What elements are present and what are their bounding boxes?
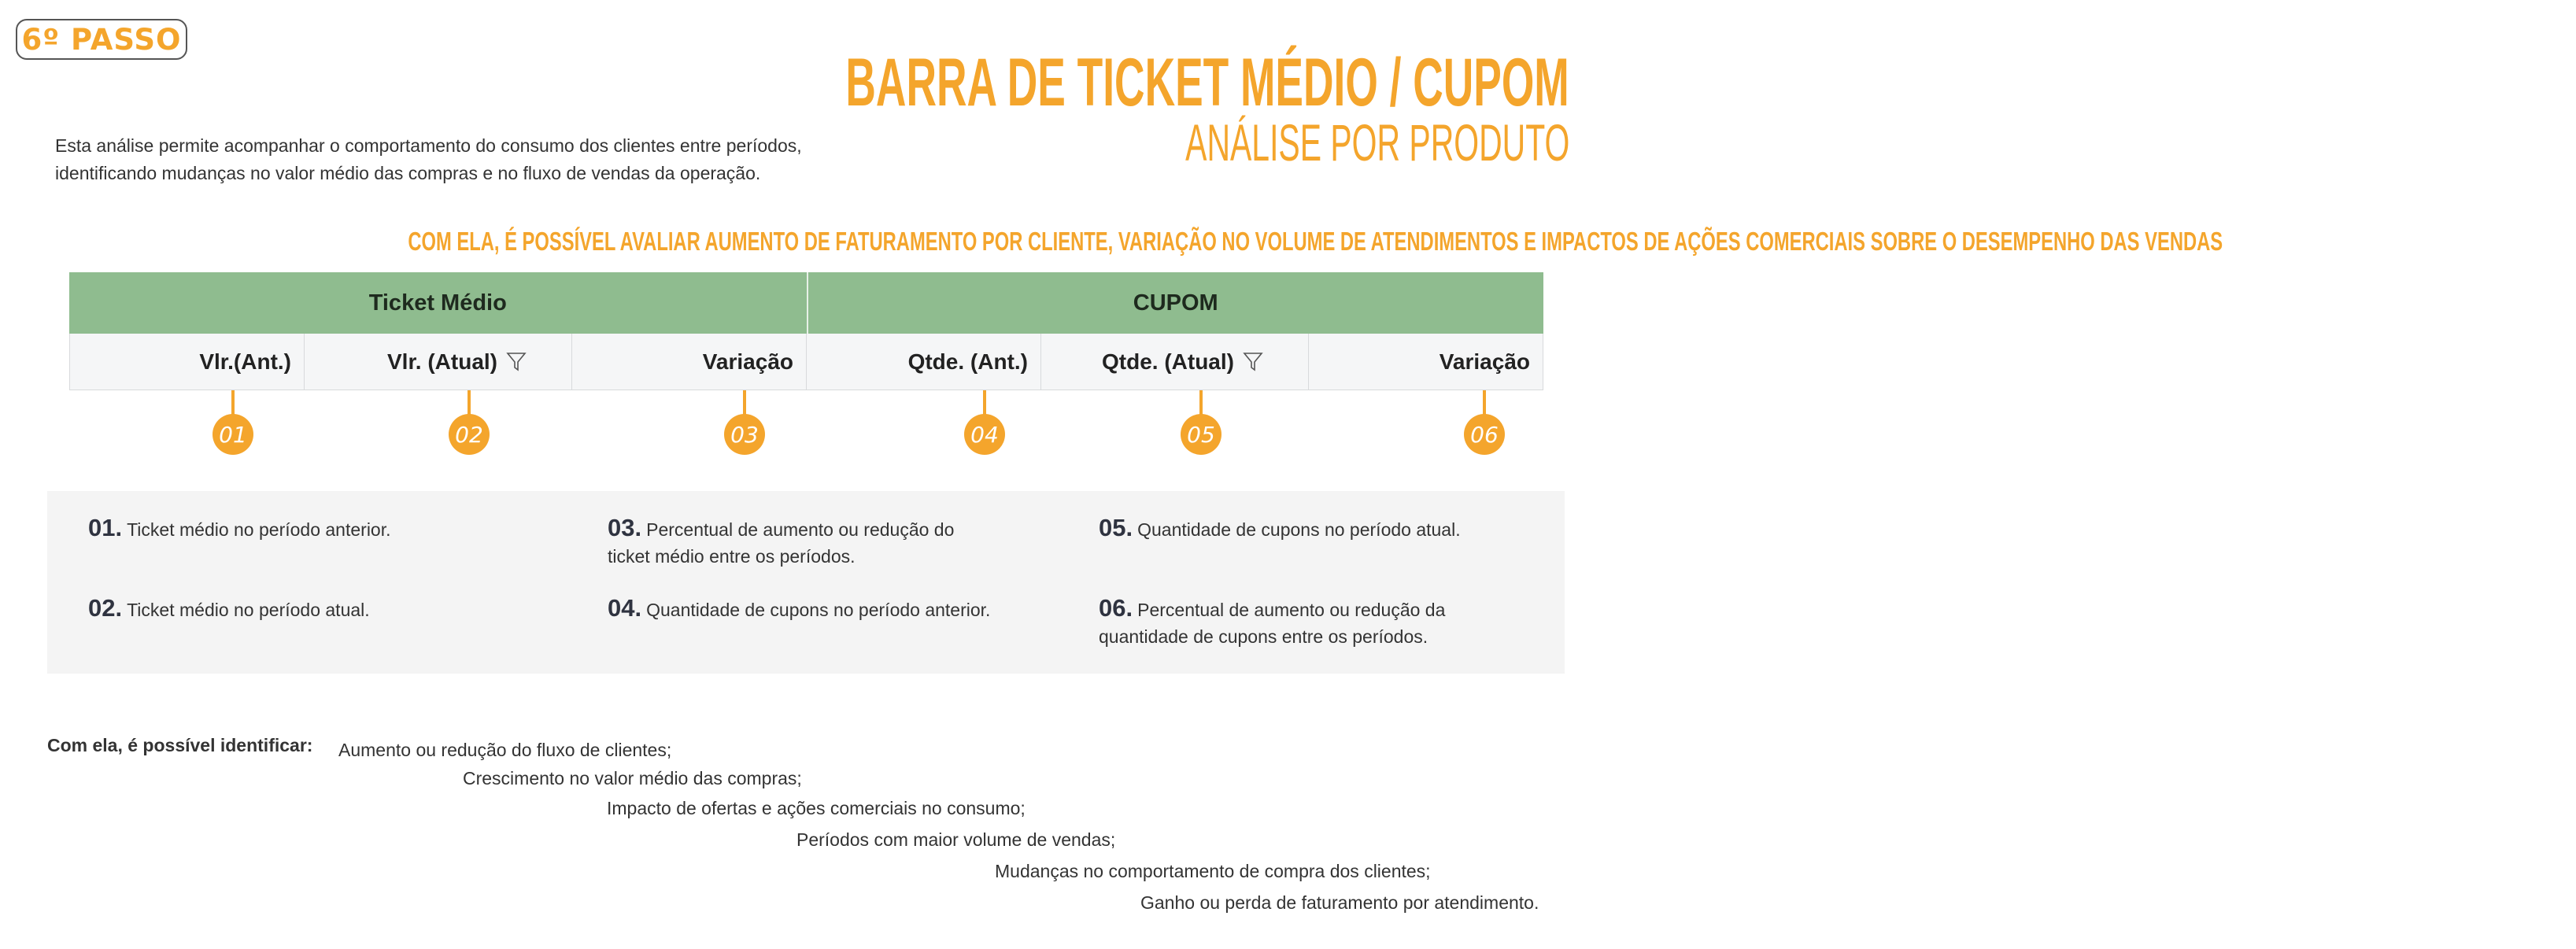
legend-text: Percentual de aumento ou redução da [1137,600,1446,620]
col-label: Vlr. (Atual) [386,349,497,374]
bar-group-header [69,272,1543,334]
intro-line: identificando mudanças no valor médio das compras e no fluxo de vendas da operação. [55,163,761,183]
legend-item-05 [1099,515,1461,543]
filter-icon[interactable] [1244,352,1262,372]
col-label: Qtde. (Atual) [1102,349,1234,374]
intro-line: Esta análise permite acompanhar o comportamento do consumo dos clientes entre períodos, [55,135,802,156]
legend-num: 06. [1099,594,1133,622]
col-vlr-ant[interactable] [70,334,305,390]
legend-num: 05. [1099,514,1133,541]
legend-item-06 [1099,595,1445,650]
col-variacao-ticket[interactable] [572,334,807,390]
legend-item-02 [88,595,370,623]
page-subtitle: ANÁLISE POR PRODUTO [1185,113,1569,172]
legend-item-03 [608,515,954,570]
identify-item: Aumento ou redução do fluxo de clientes; [338,740,672,760]
legend-num: 01. [88,514,123,541]
legend-num: 03. [608,514,642,541]
group-cupom: CUPOM [807,272,1544,334]
legend-item-01 [88,515,391,543]
marker-number: 04 [964,414,1005,455]
marker-number: 03 [724,414,765,455]
col-qtde-atual[interactable] [1041,334,1309,390]
col-label: Variação [702,349,793,374]
legend-text: quantidade de cupons entre os períodos. [1099,626,1428,647]
legend-num: 02. [88,594,123,622]
legend-text: ticket médio entre os períodos. [608,546,856,567]
legend-item-04 [608,595,990,623]
identify-label: Com ela, é possível identificar: [47,735,313,755]
col-label: Vlr.(Ant.) [199,349,291,374]
identify-item: Impacto de ofertas e ações comerciais no consumo; [607,798,1026,818]
identify-item: Crescimento no valor médio das compras; [463,768,802,788]
legend-text: Quantidade de cupons no período atual. [1137,519,1461,540]
marker-number: 06 [1464,414,1505,455]
identify-item: Ganho ou perda de faturamento por atendimento. [1140,892,1539,913]
col-label: Variação [1439,349,1530,374]
legend-num: 04. [608,594,642,622]
step-badge: 6º PASSO [16,19,187,60]
filter-icon[interactable] [507,352,526,372]
identify-item: Períodos com maior volume de vendas; [796,829,1116,850]
marker-number: 01 [213,414,253,455]
identify-item: Mudanças no comportamento de compra dos clientes; [995,861,1431,881]
bar-column-header [69,334,1543,390]
col-variacao-cupom[interactable] [1309,334,1543,390]
legend-text: Ticket médio no período anterior. [127,519,391,540]
legend-box [47,491,1565,674]
legend-text: Ticket médio no período atual. [127,600,370,620]
marker-number: 05 [1181,414,1221,455]
col-vlr-atual[interactable] [305,334,572,390]
legend-text: Quantidade de cupons no período anterior. [646,600,991,620]
group-ticket-medio: Ticket Médio [368,290,507,316]
intro-text [55,132,842,187]
marker-number: 02 [449,414,490,455]
highlight-label: COM ELA, É POSSÍVEL AVALIAR AUMENTO DE FATURAMENTO POR CLIENTE, VARIAÇÃO NO VOLUME DE ATENDIMENTOS E IMPACTOS DE AÇÕES COMERCIAIS SOBRE O DESEMPENHO DAS VENDAS [408,227,2223,256]
legend-text: Percentual de aumento ou redução do [646,519,955,540]
col-qtde-ant[interactable] [807,334,1041,390]
ticket-cupom-bar [69,272,1543,390]
highlight-text [55,226,2223,257]
col-label: Qtde. (Ant.) [907,349,1028,374]
page-title: BARRA DE TICKET MÉDIO / CUPOM [845,45,1569,120]
